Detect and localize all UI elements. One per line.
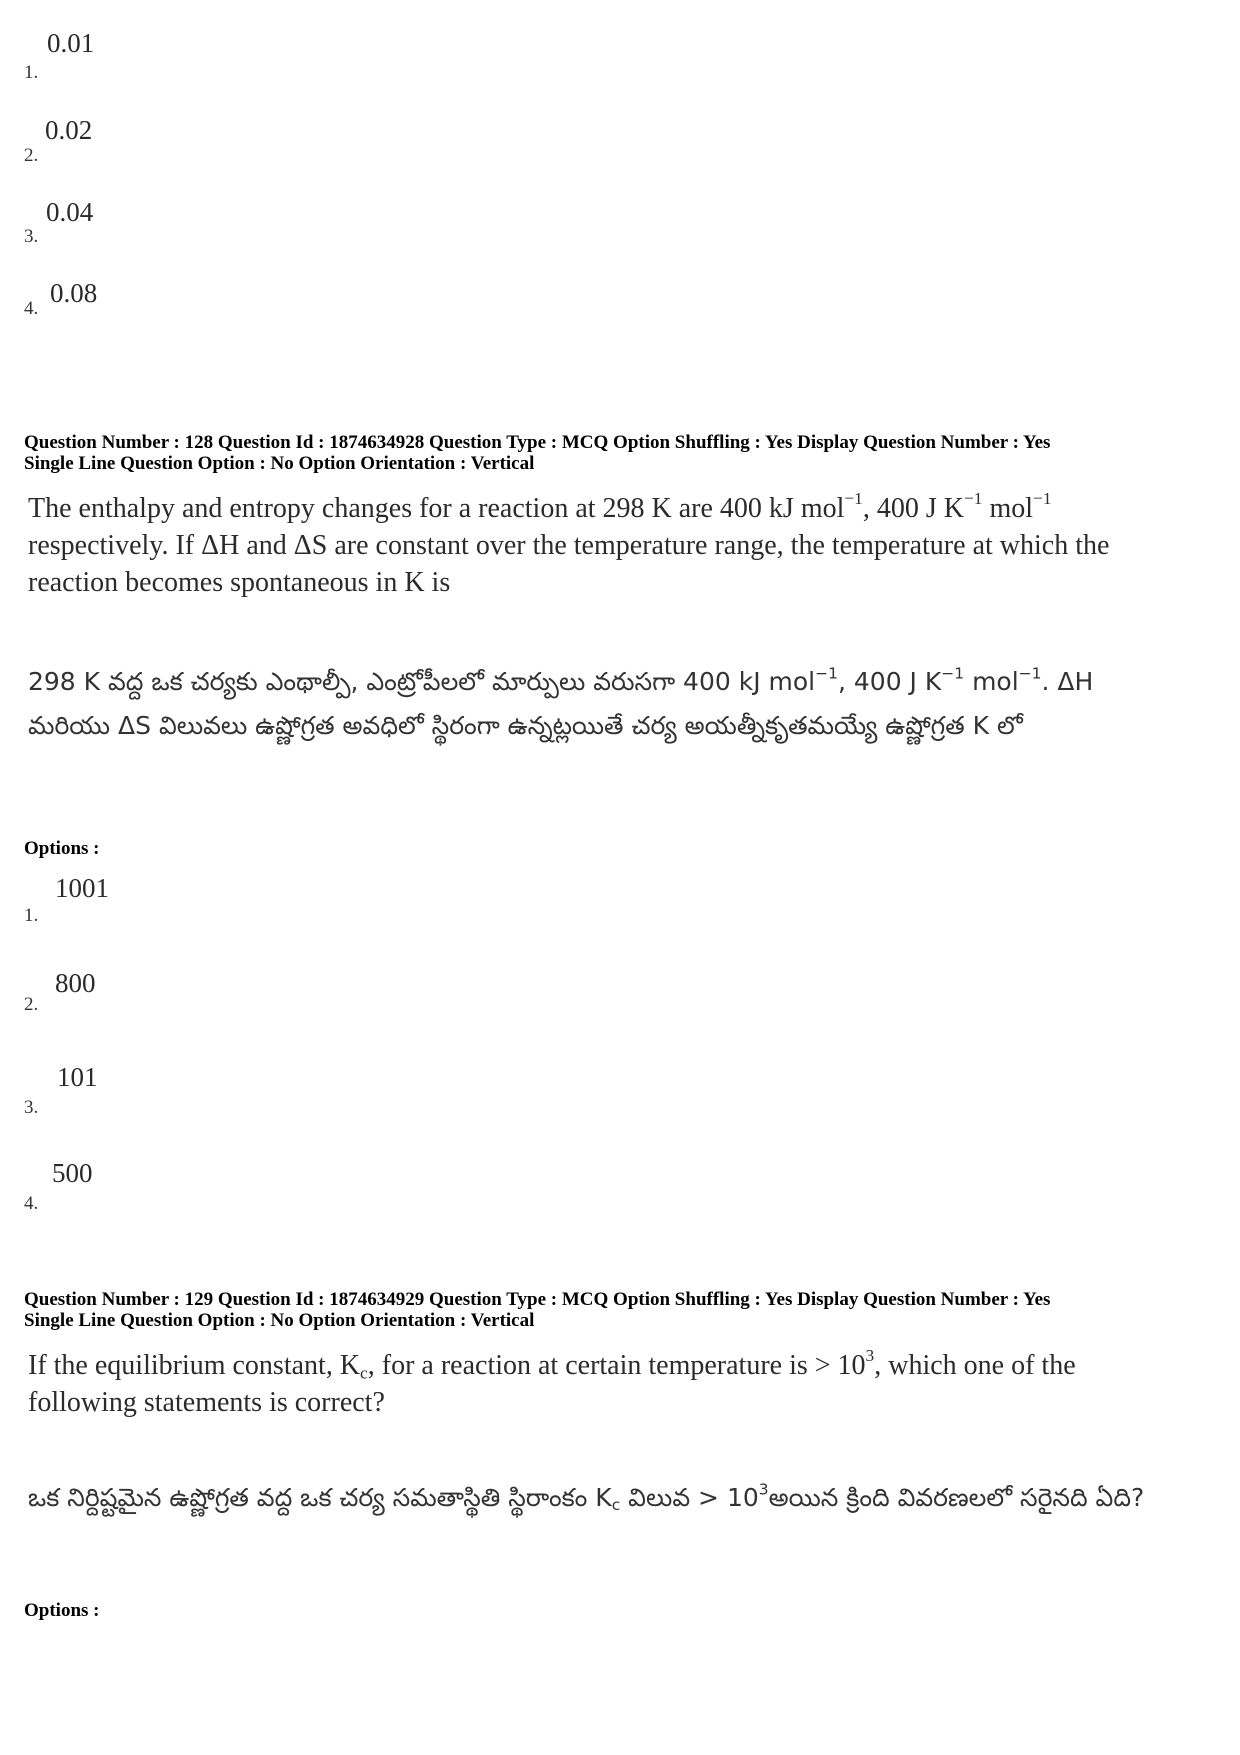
option-value: 101 <box>57 1062 98 1092</box>
metadata-line-1: Question Number : 128 Question Id : 1874634928 Question Type : MCQ Option Shuffling : Yes Display Question Number : Yes <box>24 432 1051 453</box>
superscript: −1 <box>815 664 838 683</box>
superscript: −1 <box>844 488 863 508</box>
text-part: అయిన క్రింది వివరణలలో సరైనది ఏది? <box>768 1483 1145 1512</box>
option-number: 2. <box>24 145 39 166</box>
previous-options-list <box>0 0 1240 360</box>
option-number: 1. <box>24 62 39 83</box>
text-part: , for a reaction at certain temperature is > 10 <box>367 1350 866 1381</box>
text-part: విలువ > 10 <box>620 1483 759 1512</box>
text-part: mol <box>964 667 1019 696</box>
metadata-line-2: Single Line Question Option : No Option Orientation : Vertical <box>24 1310 535 1331</box>
subscript: c <box>360 1363 368 1383</box>
superscript: 3 <box>758 1480 769 1499</box>
option-number: 4. <box>24 298 39 319</box>
question-text-english <box>28 1347 1148 1421</box>
option-value: 1001 <box>55 873 109 903</box>
option-number: 2. <box>24 994 39 1015</box>
text-part: , which one of the following statements is correct? <box>28 1350 1076 1418</box>
superscript: −1 <box>1033 488 1052 508</box>
text-part: , 400 J K <box>837 667 942 696</box>
question-text-english <box>28 490 1148 601</box>
options-label: Options : <box>24 838 100 859</box>
option-number: 3. <box>24 1097 39 1118</box>
option-number: 3. <box>24 226 39 247</box>
text-part: respectively. If ΔH and ΔS are constant over the temperature range, the temperature at which the reaction becomes spontaneous in K is <box>28 530 1110 598</box>
superscript: 3 <box>865 1345 875 1365</box>
options-label: Options : <box>24 1600 100 1621</box>
question-text-telugu <box>28 1476 1148 1520</box>
text-part: The enthalpy and entropy changes for a reaction at 298 K are 400 kJ mol <box>28 493 845 524</box>
subscript: c <box>611 1495 621 1514</box>
metadata-line-1: Question Number : 129 Question Id : 1874634929 Question Type : MCQ Option Shuffling : Yes Display Question Number : Yes <box>24 1289 1051 1310</box>
superscript: −1 <box>964 488 983 508</box>
metadata-line-2: Single Line Question Option : No Option Orientation : Vertical <box>24 453 535 474</box>
text-part: , 400 J K <box>862 493 964 524</box>
text-part: ఒక నిర్దిష్టమైన ఉష్ణోగ్రత వద్ద ఒక చర్య సమతాస్థితి స్థిరాంకం K <box>28 1483 612 1512</box>
option-value: 800 <box>55 968 96 998</box>
option-value: 0.02 <box>45 115 93 145</box>
text-part: If the equilibrium constant, K <box>28 1350 361 1381</box>
question-text-telugu <box>28 660 1148 748</box>
option-value: 0.01 <box>47 28 95 58</box>
superscript: −1 <box>941 664 965 683</box>
question-metadata <box>24 1289 1224 1331</box>
text-part: 298 K వద్ద ఒక చర్యకు ఎంథాల్పీ, ఎంట్రోపీలలో మార్పులు వరుసగా 400 kJ mol <box>28 667 816 696</box>
option-number: 1. <box>24 905 39 926</box>
option-value: 500 <box>52 1158 93 1188</box>
text-part: . ΔH మరియు ΔS విలువలు ఉష్ణోగ్రత అవధిలో స్థిరంగా ఉన్నట్లయితే చర్య అయత్నీకృతమయ్యే ఉష్ణోగ్రత K లో <box>28 667 1094 740</box>
option-value: 0.04 <box>46 197 94 227</box>
option-number: 4. <box>24 1193 39 1214</box>
option-value: 0.08 <box>50 278 98 308</box>
question-metadata <box>24 432 1224 474</box>
superscript: −1 <box>1018 664 1042 683</box>
text-part: mol <box>982 493 1034 524</box>
